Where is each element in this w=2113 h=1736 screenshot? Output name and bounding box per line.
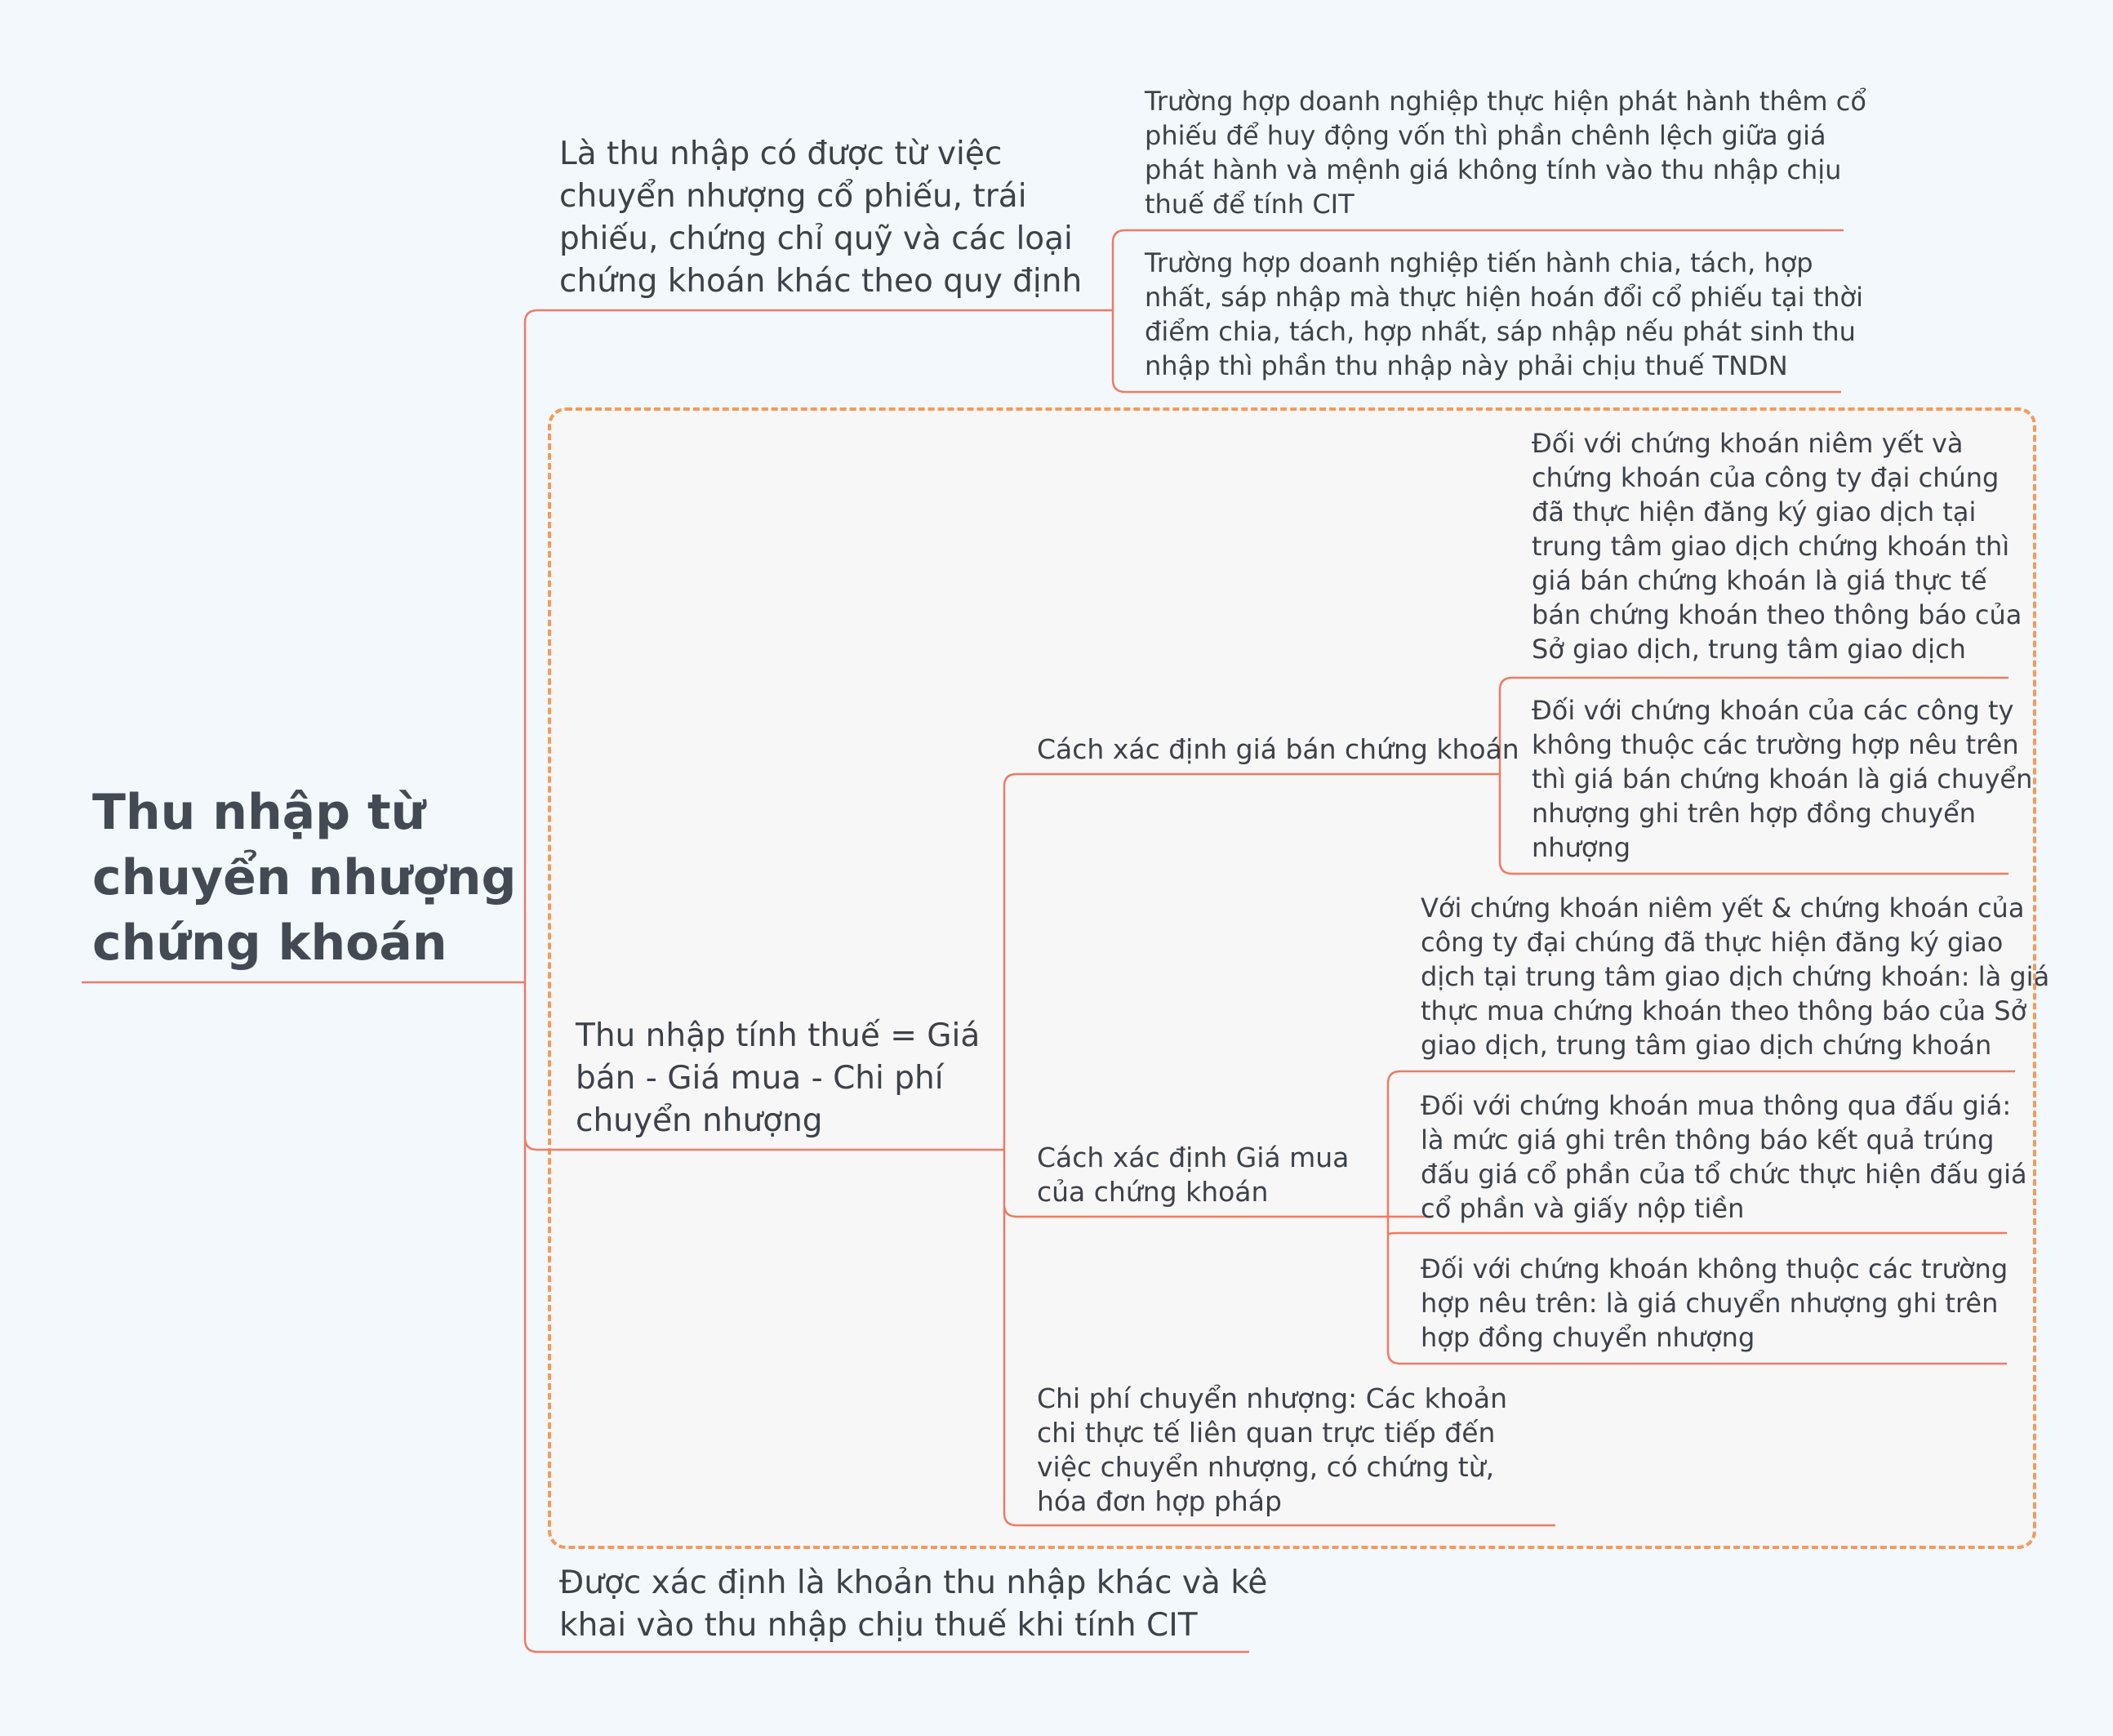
branch2-topic[interactable]: Thu nhập tính thuế = Giá bán - Giá mua - Chi phí chuyển nhượng [576, 1017, 981, 1139]
branch1-child-1[interactable]: Trường hợp doanh nghiệp thực hiện phát hành thêm cổ phiếu để huy động vốn thì phần chênh lệch giữa giá phát hành và mệnh giá không tính vào thu nhập chịu thuế để tính CIT [1145, 86, 1866, 220]
branch3-topic[interactable]: Được xác định là khoản thu nhập khác và kê khai vào thu nhập chịu thuế khi tính CIT [559, 1565, 1268, 1644]
branch1-child-2[interactable]: Trường hợp doanh nghiệp tiến hành chia, tách, hợp nhất, sáp nhập mà thực hiện hoán đổi cổ phiếu tại thời điểm chia, tách, hợp nhất, sáp nhập nếu phát sinh thu nhập thì phần thu nhập này phải chịu thuế TNDN [1145, 247, 1863, 381]
sell-price-child-2[interactable]: Đối với chứng khoán của các công ty không thuộc các trường hợp nêu trên thì giá bán chứng khoán là giá chuyển nhượng ghi trên hợp đồng chuyển nhượng [1532, 695, 2033, 863]
buy-price-child-3[interactable]: Đối với chứng khoán không thuộc các trường hợp nêu trên: là giá chuyển nhượng ghi trên hợp đồng chuyển nhượng [1421, 1253, 2008, 1353]
buy-price-child-2[interactable]: Đối với chứng khoán mua thông qua đấu giá: là mức giá ghi trên thông báo kết quả trúng đấu giá cổ phần của tổ chức thực hiện đấu giá cổ phần và giấy nộp tiền [1421, 1090, 2027, 1224]
sell-price-child-1[interactable]: Đối với chứng khoán niêm yết và chứng khoán của công ty đại chúng đã thực hiện đăng ký giao dịch tại trung tâm giao dịch chứng khoán thì giá bán chứng khoán là giá thực tế bán chứng khoán theo thông báo của Sở giao dịch, trung tâm giao dịch [1532, 428, 2022, 665]
root-trunk [525, 310, 537, 1652]
root-topic[interactable]: Thu nhập từ chuyển nhượng chứng khoán [92, 784, 517, 972]
transfer-cost-topic[interactable]: Chi phí chuyển nhượng: Các khoản chi thực tế liên quan trực tiếp đến việc chuyển nhượng, có chứng từ, hóa đơn hợp pháp [1037, 1382, 1508, 1517]
sell-price-topic[interactable]: Cách xác định giá bán chứng khoán [1037, 733, 1519, 765]
buy-price-topic[interactable]: Cách xác định Giá mua của chứng khoán [1037, 1142, 1350, 1208]
branch1-topic[interactable]: Là thu nhập có được từ việc chuyển nhượng cổ phiếu, trái phiếu, chứng chỉ quỹ và các loại chứng khoán khác theo quy định [559, 136, 1083, 300]
buy-price-child-1[interactable]: Với chứng khoán niêm yết & chứng khoán của công ty đại chúng đã thực hiện đăng ký giao dịch tại trung tâm giao dịch chứng khoán: là giá thực mua chứng khoán theo thông báo của Sở giao dịch, trung tâm giao dịch chứng khoán [1421, 892, 2050, 1061]
